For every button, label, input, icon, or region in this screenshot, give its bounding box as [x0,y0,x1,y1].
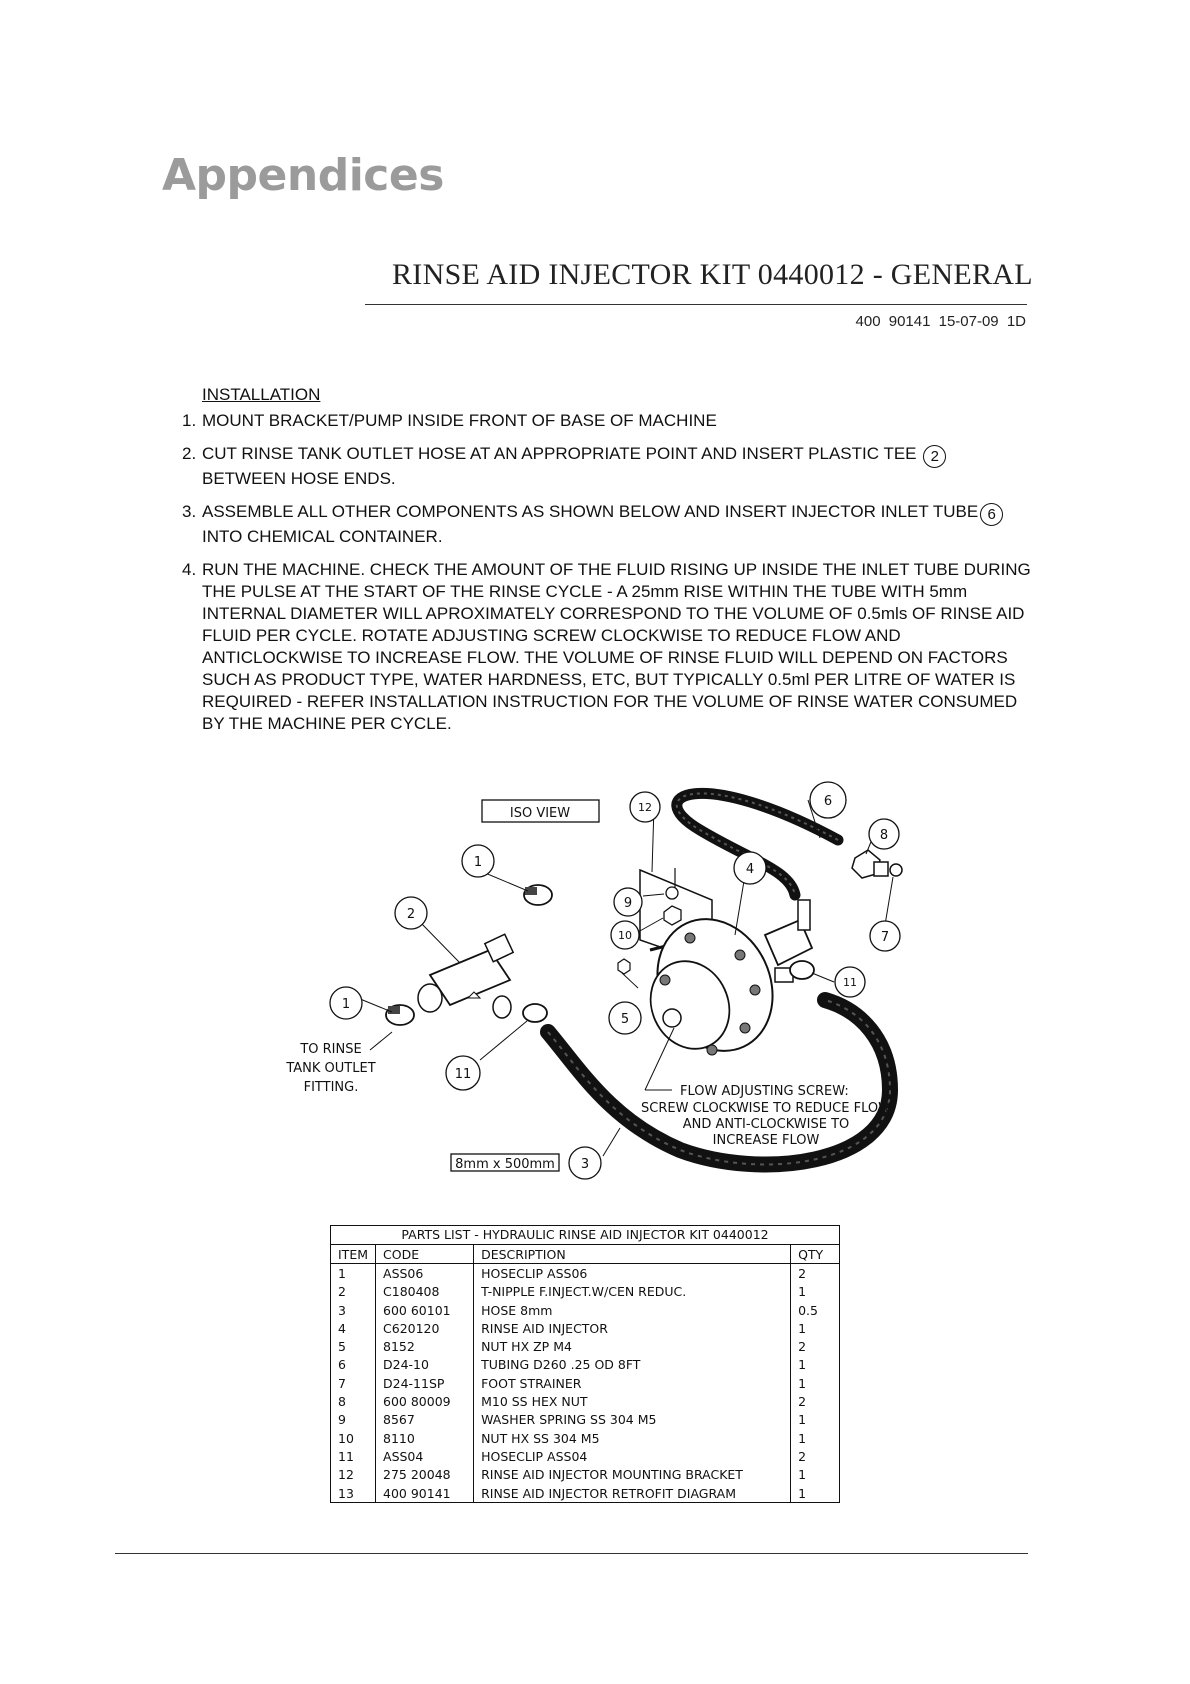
table-row [331,1447,840,1465]
step-text-continued: BETWEEN HOSE ENDS. [202,469,396,488]
balloon-2 [395,897,427,929]
cell-description: WASHER SPRING SS 304 M5 [474,1411,791,1429]
cell-description: NUT HX SS 304 M5 [474,1429,791,1447]
cell-qty: 0.5 [791,1301,840,1319]
balloon-5 [609,1002,641,1034]
step-text: ASSEMBLE ALL OTHER COMPONENTS AS SHOWN BELOW AND INSERT INJECTOR INLET TUBE [202,502,979,521]
cell-item: 8 [331,1392,376,1410]
balloon-10 [611,921,639,949]
table-row [331,1374,840,1392]
step-3 [182,501,1032,548]
leader-line [812,973,834,982]
cell-qty: 1 [791,1466,840,1484]
cell-description: RINSE AID INJECTOR [474,1319,791,1337]
step-4 [182,559,1032,735]
step-number: 4. [182,560,197,579]
step-number: 3. [182,502,197,521]
cell-code: 275 20048 [376,1466,474,1484]
cell-qty: 2 [791,1447,840,1465]
svg-text:TANK OUTLET: TANK OUTLET [286,1061,376,1076]
table-row [331,1429,840,1447]
table-row [331,1356,840,1374]
balloon-4 [734,852,766,884]
hose-clip-screw [388,1006,400,1014]
header-qty: QTY [791,1245,840,1264]
document-reference: 400 90141 15-07-09 1D [855,313,1026,330]
balloon-6 [810,782,846,818]
svg-text:5: 5 [620,1012,630,1027]
cell-item: 10 [331,1429,376,1447]
title-rule [365,304,1027,305]
cell-description: RINSE AID INJECTOR MOUNTING BRACKET [474,1466,791,1484]
parts-list-table [330,1225,840,1503]
injector-bolt [660,975,670,985]
cell-item: 13 [331,1484,376,1503]
table-row [331,1337,840,1355]
svg-text:SCREW CLOCKWISE TO REDUCE FLOW: SCREW CLOCKWISE TO REDUCE FLOW [641,1101,891,1116]
cell-description: HOSE 8mm [474,1301,791,1319]
svg-text:11: 11 [454,1067,472,1082]
balloon-9 [614,888,642,916]
svg-text:1: 1 [341,997,351,1012]
table-row [331,1264,840,1283]
step-text: RUN THE MACHINE. CHECK THE AMOUNT OF THE FLUID RISING UP INSIDE THE INLET TUBE DURING THE PULSE AT THE START OF THE RINSE CYCLE - A 25mm RISE WITHIN THE TUBE WITH 5mm INTERNAL DIAMETER WILL APROXIMATELY CORRESPOND TO THE VOLUME OF 0.5mls OF RINSE AID FLUID PER CYCLE. ROTATE ADJUSTING SCREW CLOCKWISE TO REDUCE FLOW AND ANTICLOCKWISE TO INCREASE FLOW. THE VOLUME OF RINSE FLUID WILL DEPEND ON FACTORS SUCH AS PRODUCT TYPE, WATER HARDNESS, ETC, BUT TYPICALLY 0.5ml PER LITRE OF WATER IS REQUIRED - REFER INSTALLATION INSTRUCTION FOR THE VOLUME OF RINSE WATER CONSUMED BY THE MACHINE PER CYCLE. [202,560,1031,733]
step-2 [182,443,1032,490]
t-nipple-reduced-outlet [493,996,511,1018]
cell-item: 7 [331,1374,376,1392]
cell-item: 2 [331,1283,376,1301]
cell-description: FOOT STRAINER [474,1374,791,1392]
document-title: RINSE AID INJECTOR KIT 0440012 - GENERAL [392,258,1033,291]
table-row [331,1319,840,1337]
cell-code: 600 80009 [376,1392,474,1410]
table-row [331,1484,840,1503]
cell-item: 5 [331,1337,376,1355]
cell-item: 11 [331,1447,376,1465]
hose-size-label: 8mm x 500mm [455,1157,555,1172]
cell-code: 600 60101 [376,1301,474,1319]
balloon-12 [630,792,660,822]
step-text: CUT RINSE TANK OUTLET HOSE AT AN APPROPRIATE POINT AND INSERT PLASTIC TEE [202,444,917,463]
table-header-row [331,1245,840,1264]
injector-bolt [735,950,745,960]
balloon-1-top [462,845,494,877]
svg-text:7: 7 [880,930,890,945]
balloon-3 [569,1147,601,1179]
iso-view-diagram [0,770,1190,1190]
t-nipple-inlet [418,984,442,1012]
cell-qty: 1 [791,1374,840,1392]
injector-bolt [707,1045,717,1055]
leader-line [622,973,638,988]
svg-text:3: 3 [580,1157,590,1172]
cell-item: 6 [331,1356,376,1374]
cell-description: T-NIPPLE F.INJECT.W/CEN REDUC. [474,1283,791,1301]
svg-text:12: 12 [638,801,652,814]
svg-text:INCREASE FLOW: INCREASE FLOW [712,1133,820,1148]
cell-description: M10 SS HEX NUT [474,1392,791,1410]
cell-qty: 1 [791,1283,840,1301]
rinse-note-leader [370,1032,392,1050]
cell-code: 400 90141 [376,1484,474,1503]
cell-description: HOSECLIP ASS06 [474,1264,791,1283]
foot-strainer-cap [890,864,902,876]
table-row [331,1411,840,1429]
cell-code: C180408 [376,1283,474,1301]
cell-description: RINSE AID INJECTOR RETROFIT DIAGRAM [474,1484,791,1503]
cell-qty: 1 [791,1356,840,1374]
part-reference-balloon: 6 [980,503,1003,526]
table-row [331,1392,840,1410]
cell-item: 4 [331,1319,376,1337]
svg-text:6: 6 [823,794,833,809]
injector-bolt [685,933,695,943]
header-item: ITEM [331,1245,376,1264]
svg-text:2: 2 [406,907,416,922]
hose-clip [790,961,814,979]
injector-bolt [750,985,760,995]
injector-inlet-stem [798,900,810,930]
svg-text:11: 11 [843,976,857,989]
step-number: 2. [182,444,197,463]
leader-line [603,1128,620,1156]
cell-description: HOSECLIP ASS04 [474,1447,791,1465]
hex-nut-m4 [618,959,630,974]
cell-code: ASS04 [376,1447,474,1465]
cell-qty: 1 [791,1484,840,1503]
step-text-continued: INTO CHEMICAL CONTAINER. [202,527,443,546]
header-description: DESCRIPTION [474,1245,791,1264]
installation-heading: INSTALLATION [202,385,321,404]
cell-code: D24-10 [376,1356,474,1374]
hose-clip [523,1004,547,1022]
table-row [331,1301,840,1319]
cell-item: 9 [331,1411,376,1429]
svg-text:AND ANTI-CLOCKWISE TO: AND ANTI-CLOCKWISE TO [682,1117,850,1132]
step-number: 1. [182,411,197,430]
leader-line [480,1021,527,1060]
step-text: MOUNT BRACKET/PUMP INSIDE FRONT OF BASE OF MACHINE [202,411,717,430]
footer-rule [115,1553,1028,1554]
balloon-8 [869,819,899,849]
injector-bolt [740,1023,750,1033]
balloon-1-left [330,987,362,1019]
cell-description: NUT HX ZP M4 [474,1337,791,1355]
svg-text:10: 10 [618,929,632,942]
flow-adjusting-screw [663,1009,681,1027]
cell-code: 8152 [376,1337,474,1355]
leader-line [735,875,745,935]
part-reference-balloon: 2 [923,445,946,468]
cell-item: 3 [331,1301,376,1319]
svg-text:9: 9 [623,896,633,911]
table-row [331,1466,840,1484]
rinse-tank-note [285,1042,375,1095]
cell-qty: 1 [791,1429,840,1447]
leader-line [420,922,460,963]
cell-code: C620120 [376,1319,474,1337]
cell-qty: 1 [791,1319,840,1337]
spring-washer [666,887,678,899]
svg-text:FLOW ADJUSTING SCREW:: FLOW ADJUSTING SCREW: [680,1084,849,1099]
section-title: Appendices [162,150,444,201]
balloon-7 [870,921,900,951]
cell-code: 8567 [376,1411,474,1429]
svg-text:1: 1 [473,855,483,870]
diagram-drawing [0,770,1190,1190]
balloon-11-left [446,1056,480,1090]
cell-qty: 1 [791,1411,840,1429]
installation-steps [182,410,1032,735]
cell-qty: 2 [791,1337,840,1355]
svg-text:TO RINSE: TO RINSE [300,1042,362,1057]
cell-item: 1 [331,1264,376,1283]
cell-code: ASS06 [376,1264,474,1283]
cell-code: D24-11SP [376,1374,474,1392]
iso-view-label: ISO VIEW [509,806,571,821]
svg-text:FITTING.: FITTING. [303,1080,359,1095]
header-code: CODE [376,1245,474,1264]
foot-strainer [874,862,888,876]
svg-text:4: 4 [745,862,755,877]
leader-line [885,877,893,925]
step-1 [182,410,1032,432]
cell-code: 8110 [376,1429,474,1447]
cell-qty: 2 [791,1264,840,1283]
parts-list-title: PARTS LIST - HYDRAULIC RINSE AID INJECTOR KIT 0440012 [330,1225,840,1244]
cell-description: TUBING D260 .25 OD 8FT [474,1356,791,1374]
cell-item: 12 [331,1466,376,1484]
balloon-11-right [835,967,865,997]
table-row [331,1283,840,1301]
svg-text:8: 8 [879,828,889,843]
cell-qty: 2 [791,1392,840,1410]
flow-note-leader [645,1028,674,1090]
